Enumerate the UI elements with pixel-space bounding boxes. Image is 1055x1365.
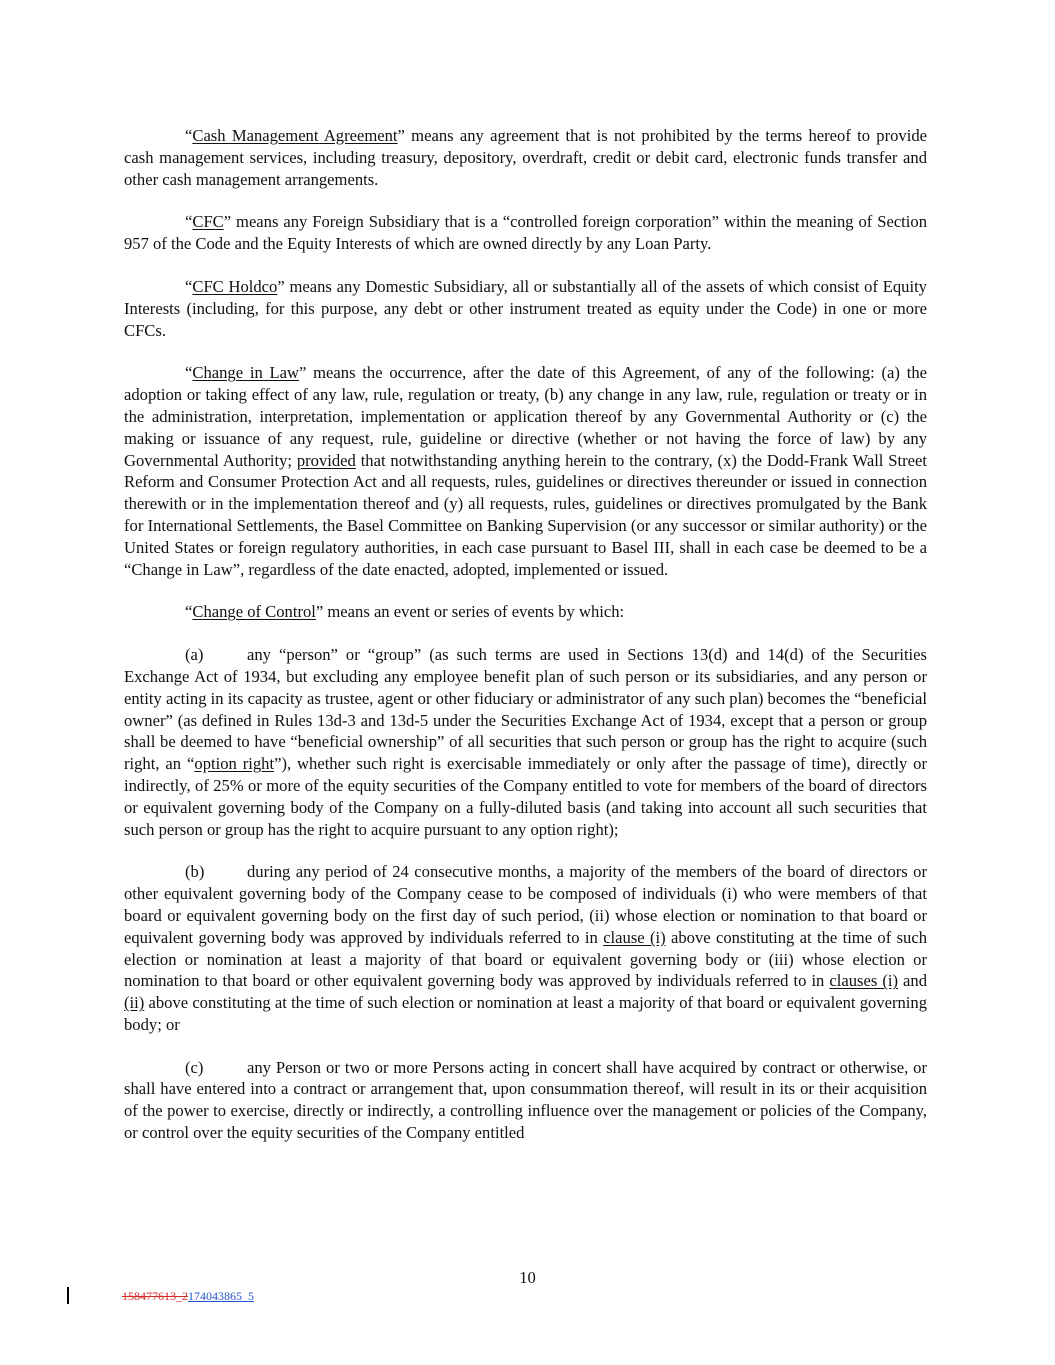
provided-term: provided [296, 450, 356, 470]
clause-reference: clauses (i) [829, 971, 899, 991]
open-quote: “ [185, 602, 193, 622]
definition-cfc [124, 211, 927, 255]
clause-a [124, 644, 927, 840]
open-quote: “ [185, 212, 193, 232]
definition-text: ” means any Domestic Subsidiary, all or substantially all of the assets of which consist of Equity Interests (including, for this purpose, any debt or other instrument treated as equity under the Code) in one or more CFCs. [124, 276, 927, 340]
clause-text-continued: and [898, 971, 928, 991]
definition-text: ” means the occurrence, after the date of this Agreement, of any of the following: (a) the adoption or taking effect of any law, rule, regulation or treaty, (b) any change in any law, rule, regulation or treaty or in the administration, interpretation, implementation or application thereof by any Governmental Authority or (c) the making or issuance of any request, rule, guideline or directive (whether or not having the force of law) by any Governmental Authority; [124, 363, 927, 470]
clause-label: (b) [185, 862, 205, 882]
doc-id-deleted: 158477613_2 [122, 1289, 188, 1303]
option-right-term: option right [194, 754, 275, 774]
open-quote: “ [185, 363, 193, 383]
open-quote: “ [185, 126, 193, 145]
change-bar [67, 1287, 69, 1304]
open-quote: “ [185, 276, 193, 296]
definition-text: ” means any Foreign Subsidiary that is a “controlled foreign corporation” within the meaning of Section 957 of the Code and the Equity Interests of which are owned directly by any Loan Party. [124, 212, 927, 254]
definition-text-continued: that notwithstanding anything herein to the contrary, (x) the Dodd-Frank Wall Street Reform and Consumer Protection Act and all requests, rules, guidelines or directives thereunder or issued in connection therewith or in the implementation thereof and (y) all requests, rules, guidelines or directives promulgated by the Bank for International Settlements, the Basel Committee on Banking Supervision (or any successor or similar authority) or the United States or foreign regulatory authorities, in each case pursuant to Basel III, shall in each case be deemed to be a “Change in Law”, regardless of the date enacted, adopted, implemented or issued. [124, 450, 927, 579]
definition-text: ” means any agreement that is not prohibited by the terms hereof to provide cash management services, including treasury, depository, overdraft, credit or debit card, electronic funds transfer and other cash management arrangements. [124, 126, 927, 189]
defined-term: Change of Control [192, 602, 316, 622]
defined-term: CFC [192, 212, 224, 232]
document-id [122, 1289, 254, 1304]
defined-term: Cash Management Agreement [192, 126, 398, 145]
clause-b [124, 861, 927, 1035]
definition-change-in-law [124, 362, 927, 580]
clause-text: any “person” or “group” (as such terms are used in Sections 13(d) and 14(d) of the Securities Exchange Act of 1934, but excluding any employee benefit plan of such person or its subsidiaries, and any person or entity acting in its capacity as trustee, agent or other fiduciary or administrator of any such plan) becomes the “beneficial owner” (as defined in Rules 13d-3 and 13d-5 under the Securities Exchange Act of 1934, except that a person or group shall be deemed to have “beneficial ownership” of all securities that such person or group has the right to acquire (such right, an “ [124, 645, 927, 774]
document-body [124, 125, 927, 1165]
defined-term: Change in Law [192, 363, 299, 383]
clause-reference: clause (i) [603, 927, 666, 947]
definition-cash-management-agreement [124, 125, 927, 190]
clause-c [124, 1057, 927, 1144]
clause-reference: (ii) [124, 993, 145, 1013]
definition-text: ” means an event or series of events by which: [315, 602, 625, 622]
clause-text: any Person or two or more Persons acting in concert shall have acquired by contract or otherwise, or shall have entered into a contract or arrangement that, upon consummation thereof, will result in its or their acquisition of the power to exercise, directly or indirectly, a controlling influence over the management or policies of the Company, or control over the equity securities of the Company entitled [124, 1057, 927, 1143]
clause-text-continued: above constituting at the time of such election or nomination at least a majority of that board or equivalent governing body or (iii) whose election or nomination to that board or other equivalent governing body was approved by individuals referred to in [124, 927, 927, 991]
definition-cfc-holdco [124, 276, 927, 341]
doc-id-inserted: 174043865_5 [188, 1289, 254, 1303]
clause-text-continued: above constituting at the time of such election or nomination at least a majority of that board or equivalent governing body; or [124, 993, 927, 1034]
clause-label: (c) [185, 1057, 204, 1077]
clause-label: (a) [185, 645, 204, 665]
clause-text-continued: ”), whether such right is exercisable immediately or only after the passage of time), directly or indirectly, of 25% or more of the equity securities of the Company entitled to vote for members of the board of directors or equivalent governing body of the Company on a fully-diluted basis (and taking into account all such securities that such person or group has the right to acquire pursuant to any option right); [124, 754, 927, 839]
clause-text: during any period of 24 consecutive months, a majority of the members of the board of directors or other equivalent governing body of the Company cease to be composed of individuals (i) who were members of that board or equivalent governing body on the first day of such period, (ii) whose election or nomination to that board or equivalent governing body was approved by individuals referred to in [124, 862, 927, 947]
defined-term: CFC Holdco [192, 276, 278, 296]
definition-change-of-control [124, 601, 927, 623]
page-number: 10 [519, 1268, 536, 1287]
